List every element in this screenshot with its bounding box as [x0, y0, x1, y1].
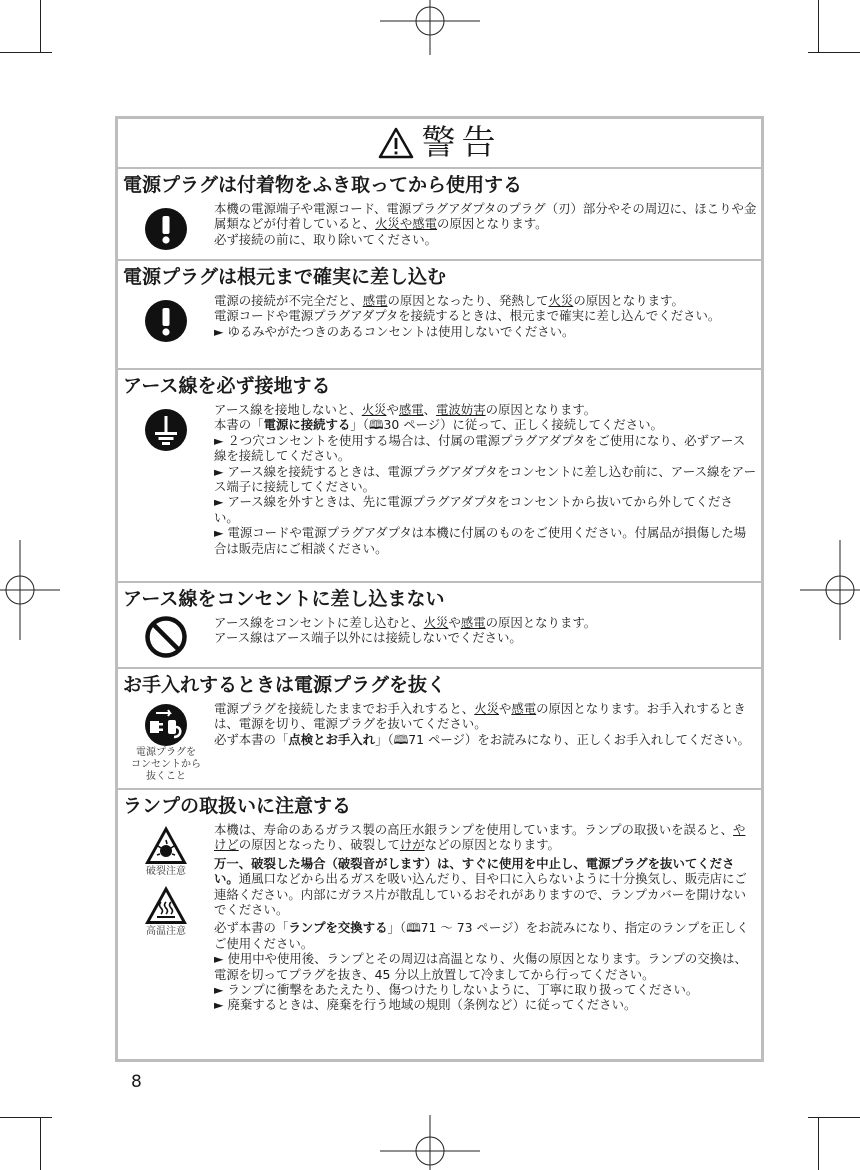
- warning-title: 警告: [421, 123, 502, 163]
- section-text: アース線を接地しないと、火災や感電、電波妨害の原因となります。 本書の「電源に接続する」（🕮30 ページ）に従って、正しく接続してください。 ► ２つ穴コンセントを使用する場合は、付属の電源プラグアダプタをご使用になり、必ずアース線を接続してください。 ► アース線を接続するときは、電源プラグアダプタをコンセントに差し込む前に、アース線をアース端子に接続してください。 ► アース線を外すときは、先に電源プラグアダプタをコンセントから抜いてから外してください。 ► 電源コードや電源プラグアダプタは本機に付属のものをご使用ください。付属品が損傷した場合は販売店にご相談ください。: [214, 402, 757, 556]
- section-title: 電源プラグは付着物をふき取ってから使用する: [123, 174, 523, 196]
- section-title: アース線を必ず接地する: [123, 375, 331, 397]
- prohibited-icon: [144, 615, 188, 659]
- section-care-unplug: [118, 669, 761, 790]
- section-grounding: [118, 370, 761, 583]
- section-title: 電源プラグは根元まで確実に差し込む: [123, 266, 447, 288]
- section-ground-no-outlet: [118, 583, 761, 669]
- warning-panel: [115, 116, 764, 1062]
- section-text: 本機の電源端子や電源コード、電源プラグアダプタのプラグ（刃）部分やその周辺に、ほこりや金属類などが付着していると、火災や感電の原因となります。 必ず接続の前に、取り除いてください。: [214, 201, 757, 247]
- section-title: アース線をコンセントに差し込まない: [123, 588, 445, 610]
- warning-triangle-icon: [378, 127, 414, 159]
- book-icon: 🕮: [368, 417, 384, 433]
- section-title: お手入れするときは電源プラグを抜く: [123, 674, 447, 696]
- book-icon: 🕮: [393, 731, 409, 747]
- section-plug-insert: [118, 261, 761, 370]
- rupture-notice: 万一、破裂した場合（破裂音がします）は、すぐに使用を中止し、電源プラグを抜いてください。: [214, 855, 735, 887]
- ground-icon: [144, 408, 188, 452]
- ref-care: 点検とお手入れ: [288, 731, 376, 747]
- mandatory-exclamation-icon: [144, 299, 188, 343]
- ref-power-connect: 電源に接続する: [263, 417, 351, 433]
- mandatory-exclamation-icon: [144, 207, 188, 251]
- ref-lamp-replace: ランプを交換する: [288, 920, 388, 936]
- book-icon: 🕮: [406, 920, 421, 936]
- unplug-caption: 電源プラグを コンセントから 抜くこと: [131, 747, 201, 782]
- section-text: 電源の接続が不完全だと、感電の原因となったり、発熱して火災の原因となります。 電源コードや電源プラグアダプタを接続するときは、根元まで確実に差し込んでください。 ► ゆるみやがたつきのあるコンセントは使用しないでください。: [214, 293, 721, 339]
- section-text: アース線をコンセントに差し込むと、火災や感電の原因となります。 アース線はアース端子以外には接続しないでください。: [214, 615, 597, 646]
- section-title: ランプの取扱いに注意する: [123, 795, 352, 817]
- warning-header: [118, 119, 761, 169]
- section-lamp-handling: [118, 790, 761, 1064]
- rupture-warning-caption: 破裂注意: [146, 866, 186, 877]
- high-temperature-warning-icon: [143, 884, 189, 926]
- section-text: 本機は、寿命のあるガラス製の高圧水銀ランプを使用しています。ランプの取扱いを誤ると、やけどの原因となったり、破裂してけがなどの原因となります。 万一、破裂した場合（破裂音がします）は、すぐに使用を中止し、電源プラグを抜いてください。通風口などから出るガスを吸い込んだり、目や口に入らないように十分換気し、販売店にご連絡ください。内部にガラス片が散乱しているおそれがありますので、ランプカバーを開けないでください。 必ず本書の「ランプを交換する」（🕮71 ～ 73 ページ）をお読みになり、指定のランプを正しくご使用ください。 ► 使用中や使用後、ランプとその周辺は高温となり、火傷の原因となります。ランプの交換は、電源を切ってプラグを抜き、45 分以上放置して冷ましてから行ってください。 ► ランプに衝撃をあたえたり、傷つけたりしないように、丁寧に取り扱ってください。 ► 廃棄するときは、廃棄を行う地域の規則（条例など）に従ってください。: [214, 822, 749, 1013]
- section-plug-cleaning: [118, 169, 761, 261]
- high-temperature-warning-caption: 高温注意: [146, 926, 186, 937]
- page-number: 8: [131, 1072, 142, 1092]
- section-text: 電源プラグを接続したままでお手入れすると、火災や感電の原因となります。お手入れするときは、電源を切り、電源プラグを抜いてください。 必ず本書の「点検とお手入れ」（🕮71 ページ）をお読みになり、正しくお手入れしてください。: [214, 701, 750, 747]
- rupture-warning-icon: [143, 824, 189, 866]
- unplug-icon: [144, 703, 188, 747]
